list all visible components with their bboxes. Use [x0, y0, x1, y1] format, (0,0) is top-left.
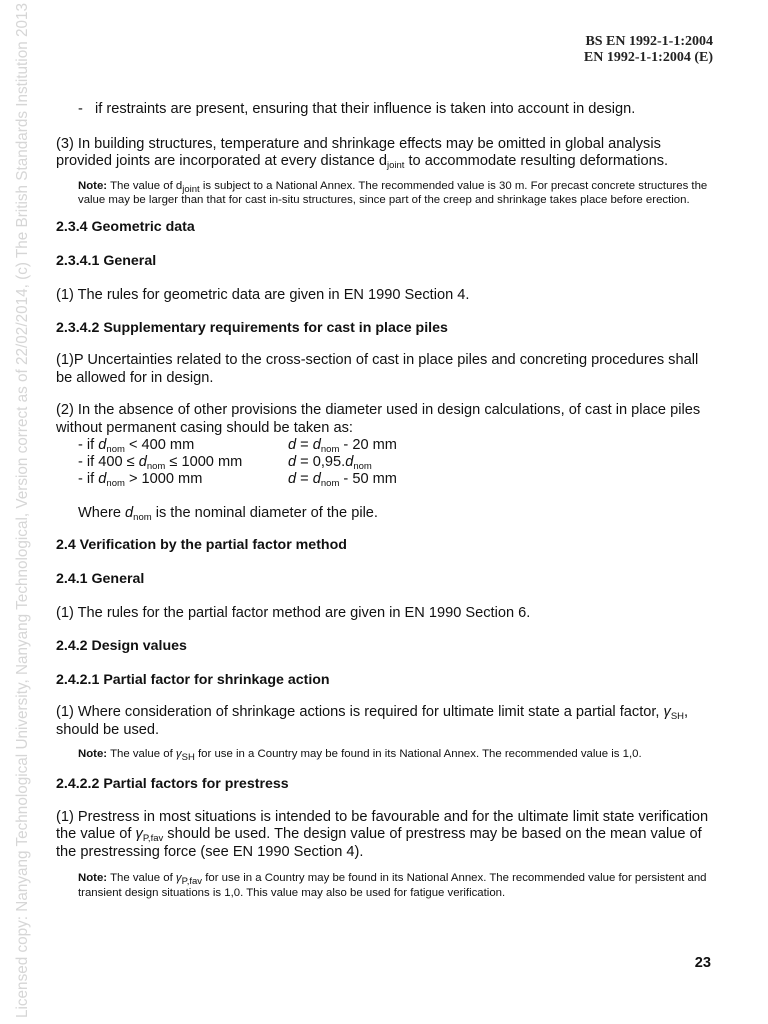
standard-code-bs: BS EN 1992-1-1:2004 — [585, 34, 713, 49]
page-body — [56, 101, 712, 900]
case-row: - if $400 \le d_{nom} \le 1000$ mm $d = 0,95.d_{nom}$ — [78, 454, 372, 472]
heading-2-3-4: 2.3.4 Geometric data — [56, 218, 195, 235]
heading-2-3-4-2: 2.3.4.2 Supplementary requirements for cast in place piles — [56, 320, 448, 336]
heading-2-4-1: 2.4.1 General — [56, 570, 145, 587]
license-watermark — [4, 0, 31, 1024]
paragraph-uncertainties: (1)P Uncertainties related to the cross-section of cast in place piles and concreting procedures shall be allowed for in design. — [56, 352, 699, 386]
case-row: - if $d_{nom} < 400$ mm $d = d_{nom} - 20$ mm — [78, 437, 397, 455]
note-joint-distance — [78, 179, 712, 208]
paragraph-geometric-rules: (1) The rules for geometric data are given in EN 1990 Section 4. — [56, 286, 470, 303]
paragraph-where-dnom: Where $d_{nom}$ is the nominal diameter of the pile. — [78, 505, 378, 523]
heading-2-3-4-1: 2.3.4.1 General — [56, 252, 157, 269]
heading-2-4-2-2: 2.4.2.2 Partial factors for prestress — [56, 775, 289, 792]
bullet-text: if restraints are present, ensuring that their influence is taken into account in design. — [95, 101, 636, 117]
paragraph-pile-diameter: (2) In the absence of other provisions the diameter used in design calculations, of cast in place piles without permanent casing should be taken as: — [56, 402, 701, 436]
paragraph-joints-text: (3) In building structures, temperature and shrinkage effects may be omitted in global analysis provided joints are incorporated at every distance d — [56, 135, 661, 169]
heading-2-4-2: 2.4.2 Design values — [56, 638, 187, 654]
paragraph-joints — [56, 136, 712, 171]
diameter-cases — [78, 437, 712, 488]
document-header — [584, 34, 713, 66]
note-text-end: is subject to a National Annex. The recommended value is 30 m. For precast concrete structures the value may be larger than that for cast in-situ structures, since part of the creep and shrinkage takes place before erection. — [78, 179, 708, 206]
page-number: 23 — [694, 955, 711, 971]
paragraph-partial-factor-rules: (1) The rules for the partial factor method are given in EN 1990 Section 6. — [56, 604, 531, 621]
note-text: The value of d — [107, 179, 183, 192]
paragraph-shrinkage-factor: (1) Where consideration of shrinkage actions is required for ultimate limit state a partial factor, $\gamma_{SH}$, should be used. — [56, 704, 689, 738]
subscript-joint: joint — [386, 160, 405, 171]
heading-2-4-2-1: 2.4.2.1 Partial factor for shrinkage action — [56, 672, 330, 688]
bullet-restraints — [78, 101, 712, 119]
note-prestress-factor: Note: The value of $\gamma_{P,fav}$ for use in a Country may be found in its National Annex. The recommended value for persistent and transient design situations is 1,0. This value may also be used for fatigue verification. — [78, 872, 707, 899]
case-row: - if $d_{nom} > 1000$ mm $d = d_{nom} - 50$ mm — [78, 471, 397, 489]
subscript-joint: joint — [182, 183, 200, 195]
note-shrinkage-factor: Note: The value of $\gamma_{SH}$ for use in a Country may be found in its National Annex. The recommended value is 1,0. — [78, 748, 642, 763]
standard-code-en: EN 1992-1-1:2004 (E) — [583, 50, 713, 65]
note-label: Note: — [78, 179, 108, 192]
watermark-text: Licensed copy: Nanyang Technological University, Nanyang Technological, Version correct as of 22/02/2014, (c) The British Standards Institution 2013 — [14, 2, 31, 1018]
heading-2-4: 2.4 Verification by the partial factor method — [56, 536, 347, 553]
paragraph-prestress: (1) Prestress in most situations is intended to be favourable and for the ultimate limit state verification the value of $\gamma_{P,fav}$ should be used. The design value of prestress may be based on the mean value of the prestressing force (see EN 1990 Section 4). — [56, 808, 709, 860]
paragraph-joints-text-end: to accommodate resulting deformations. — [404, 153, 669, 169]
bullet-dash: - — [78, 101, 83, 117]
